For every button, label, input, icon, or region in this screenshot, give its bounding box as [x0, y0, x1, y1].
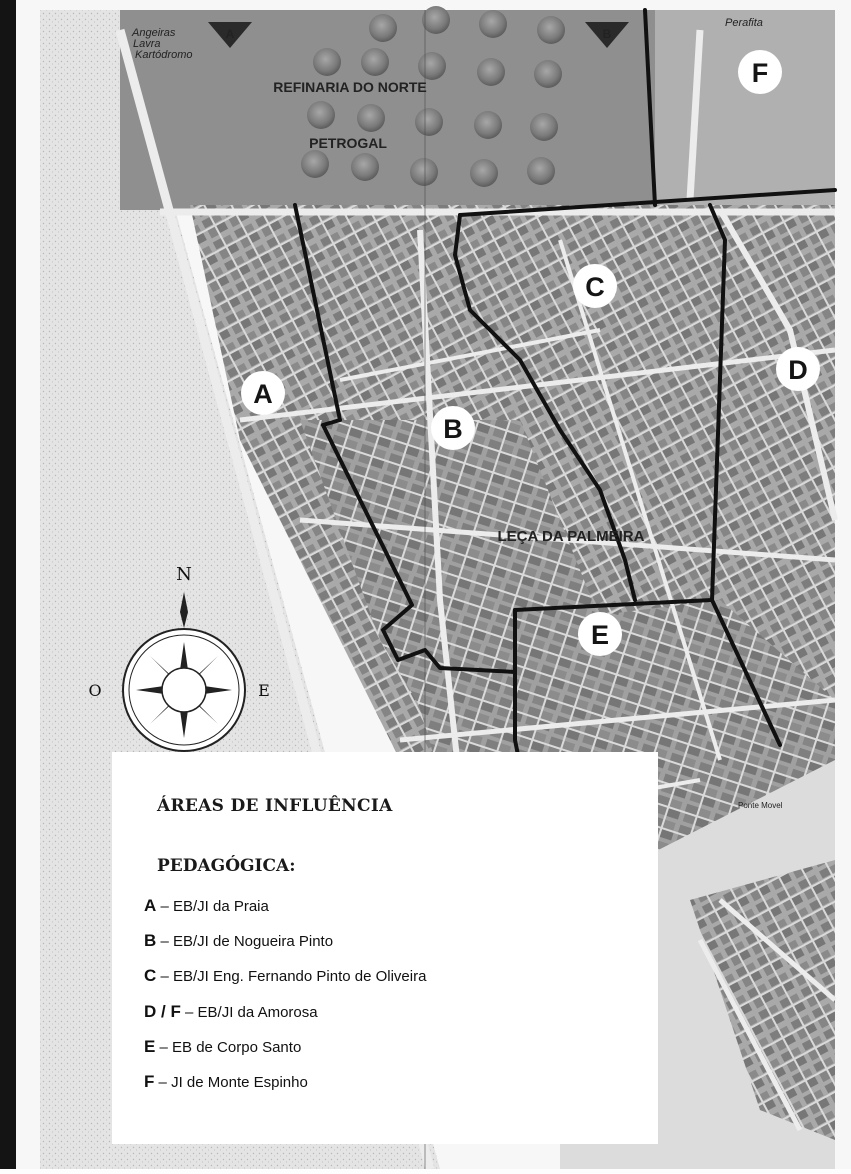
- legend-code: F: [144, 1071, 155, 1091]
- label-angeiras: Angeiras: [132, 27, 176, 39]
- area-letter-d: D: [788, 355, 808, 385]
- legend-school: EB/JI de Nogueira Pinto: [172, 933, 334, 951]
- legend-title: ÁREAS DE INFLUÊNCIA: [157, 796, 393, 816]
- area-letter-f: F: [751, 58, 769, 88]
- legend-list: [144, 896, 426, 1107]
- legend-item-a: [144, 896, 426, 931]
- area-marker-f: [738, 50, 782, 94]
- legend-code: A: [144, 896, 157, 915]
- area-marker-c: [573, 264, 617, 308]
- area-marker-d: [776, 347, 820, 391]
- legend-item-c: [144, 966, 426, 1001]
- label-town: LEÇA DA PALMEIRA: [497, 528, 645, 545]
- legend-school: EB/JI Eng. Fernando Pinto de Oliveira: [172, 968, 427, 986]
- grid-tab-a: A: [225, 27, 235, 41]
- legend-item-e: [144, 1037, 426, 1072]
- area-marker-b: [431, 406, 475, 450]
- legend-subtitle: PEDAGÓGICA:: [157, 856, 296, 876]
- legend-school: EB/JI da Amorosa: [197, 1003, 318, 1021]
- legend-separator: –: [156, 968, 173, 986]
- area-letter-c: C: [585, 272, 605, 302]
- grid-tab-b: B: [602, 27, 612, 41]
- area-marker-e: [578, 612, 622, 656]
- label-refinery-line2: PETROGAL: [309, 135, 387, 151]
- legend-separator: –: [180, 1003, 198, 1021]
- legend-item-b: [144, 931, 426, 966]
- legend-separator: –: [156, 933, 173, 951]
- label-kartodromo: Kartódromo: [135, 49, 193, 61]
- legend-separator: –: [156, 898, 173, 915]
- legend-separator: –: [155, 1038, 173, 1056]
- legend-school: EB de Corpo Santo: [172, 1038, 302, 1056]
- legend-code: B: [144, 931, 157, 951]
- compass-east-label: E: [258, 681, 270, 700]
- scan-edge: [0, 0, 16, 1169]
- label-perafita: Perafita: [725, 17, 763, 29]
- legend-code: C: [144, 966, 157, 986]
- legend-school: EB/JI da Praia: [172, 898, 269, 915]
- legend-school: JI de Monte Espinho: [171, 1073, 308, 1091]
- legend-separator: –: [154, 1073, 172, 1091]
- label-ponte-movel: Ponte Movel: [738, 801, 783, 810]
- area-marker-a: [241, 371, 285, 415]
- area-letter-a: A: [253, 379, 273, 409]
- compass-north-label: N: [176, 564, 192, 585]
- legend-item-f: [144, 1072, 426, 1107]
- legend-code: E: [144, 1036, 156, 1056]
- legend-item-d-f: [144, 1002, 426, 1037]
- compass-west-label: O: [88, 681, 102, 700]
- label-refinery-line1: REFINARIA DO NORTE: [273, 79, 427, 95]
- area-letter-b: B: [443, 414, 463, 444]
- legend-code: D / F: [144, 1001, 181, 1021]
- label-lavra: Lavra: [133, 38, 161, 50]
- area-letter-e: E: [590, 620, 610, 650]
